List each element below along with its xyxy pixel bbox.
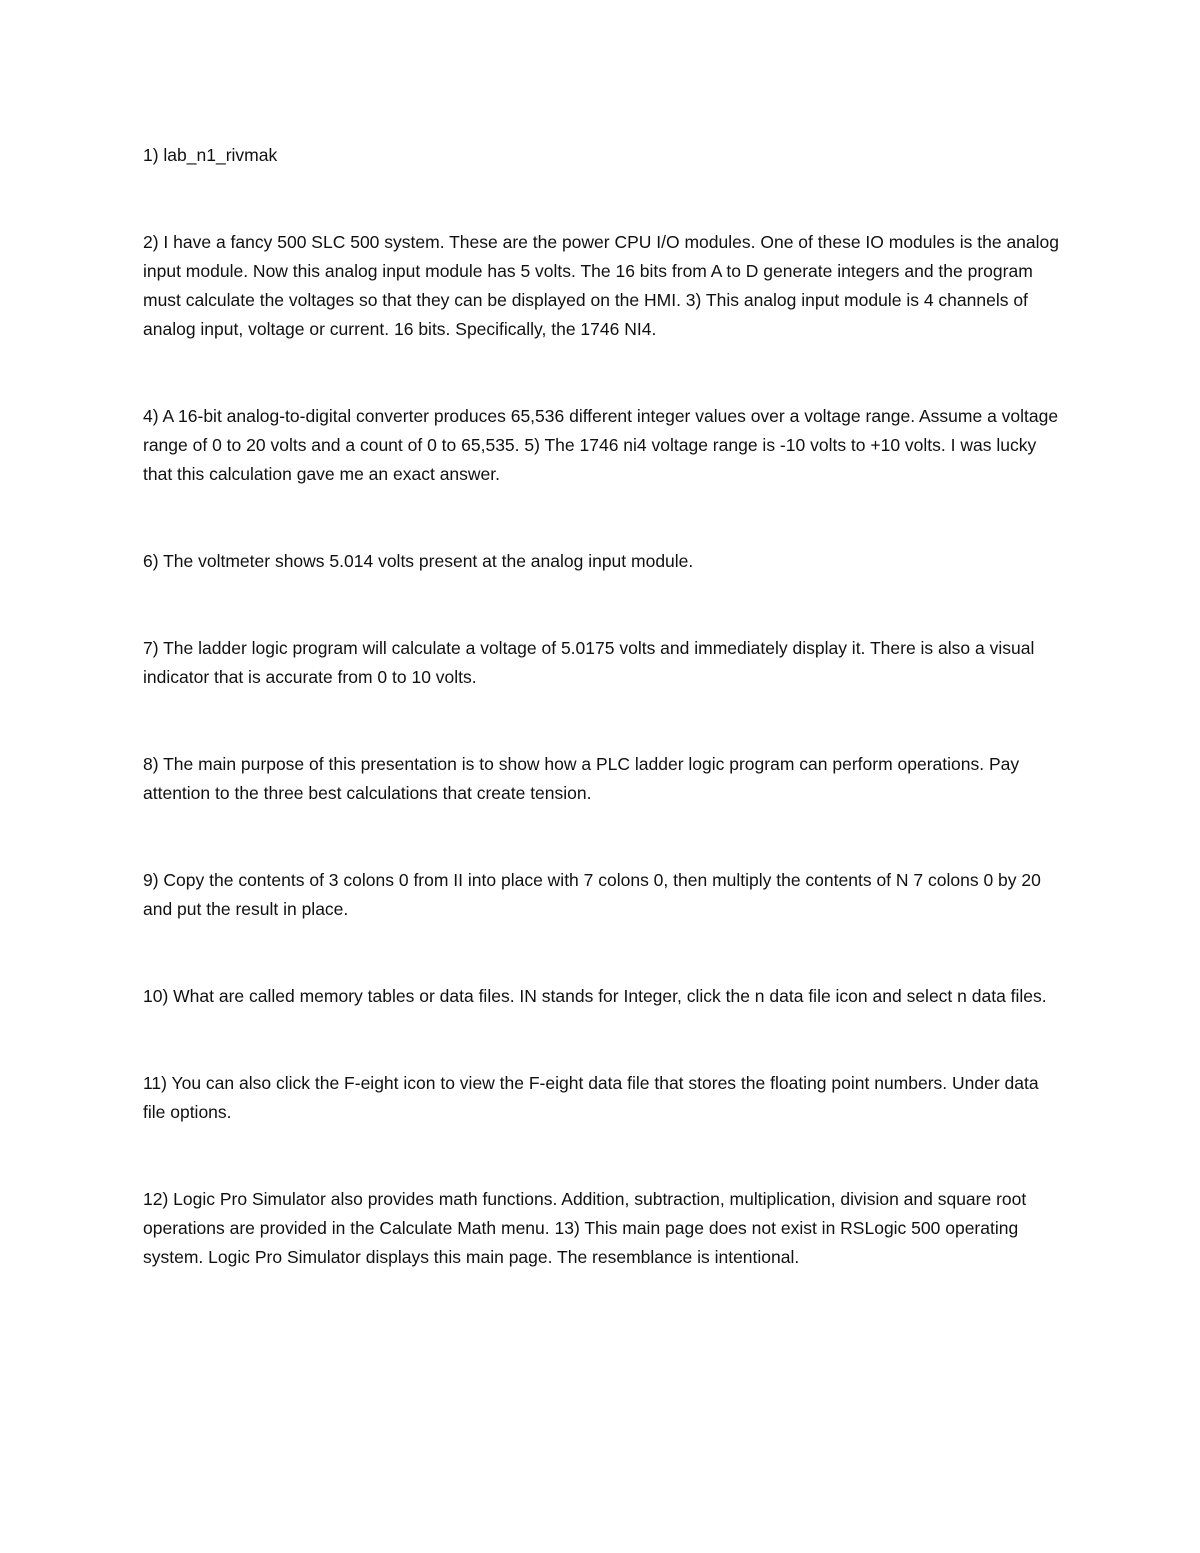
- document-body: [143, 141, 1063, 1330]
- paragraph-10: 12) Logic Pro Simulator also provides math functions. Addition, subtraction, multiplication, division and square root operations are provided in the Calculate Math menu. 13) This main page does not exist in RSLogic 500 operating system. Logic Pro Simulator displays this main page. The resemblance is intentional.: [143, 1189, 1027, 1267]
- paragraph-6: 8) The main purpose of this presentation is to show how a PLC ladder logic program can perform operations. Pay attention to the three best calculations that create tension.: [143, 754, 1020, 803]
- paragraph-2: 2) I have a fancy 500 SLC 500 system. These are the power CPU I/O modules. One of these IO modules is the analog input module. Now this analog input module has 5 volts. The 16 bits from A to D generate integers and the program must calculate the voltages so that they can be displayed on the HMI. 3) This analog input module is 4 channels of analog input, voltage or current. 16 bits. Specifically, the 1746 NI4.: [143, 232, 1059, 339]
- paragraph-1: 1) lab_n1_rivmak: [143, 145, 278, 165]
- paragraph-3: 4) A 16-bit analog-to-digital converter produces 65,536 different integer values over a voltage range. Assume a voltage range of 0 to 20 volts and a count of 0 to 65,535. 5) The 1746 ni4 voltage range is -10 volts to +10 volts. I was lucky that this calculation gave me an exact answer.: [143, 406, 1059, 484]
- paragraph-8: 10) What are called memory tables or data files. IN stands for Integer, click the n data file icon and select n data files.: [143, 986, 1047, 1006]
- paragraph-7: 9) Copy the contents of 3 colons 0 from II into place with 7 colons 0, then multiply the contents of N 7 colons 0 by 20 and put the result in place.: [143, 870, 1041, 919]
- paragraph-5: 7) The ladder logic program will calculate a voltage of 5.0175 volts and immediately display it. There is also a visual indicator that is accurate from 0 to 10 volts.: [143, 638, 1035, 687]
- paragraph-4: 6) The voltmeter shows 5.014 volts present at the analog input module.: [143, 551, 694, 571]
- paragraph-9: 11) You can also click the F-eight icon to view the F-eight data file that stores the floating point numbers. Under data file options.: [143, 1073, 1039, 1122]
